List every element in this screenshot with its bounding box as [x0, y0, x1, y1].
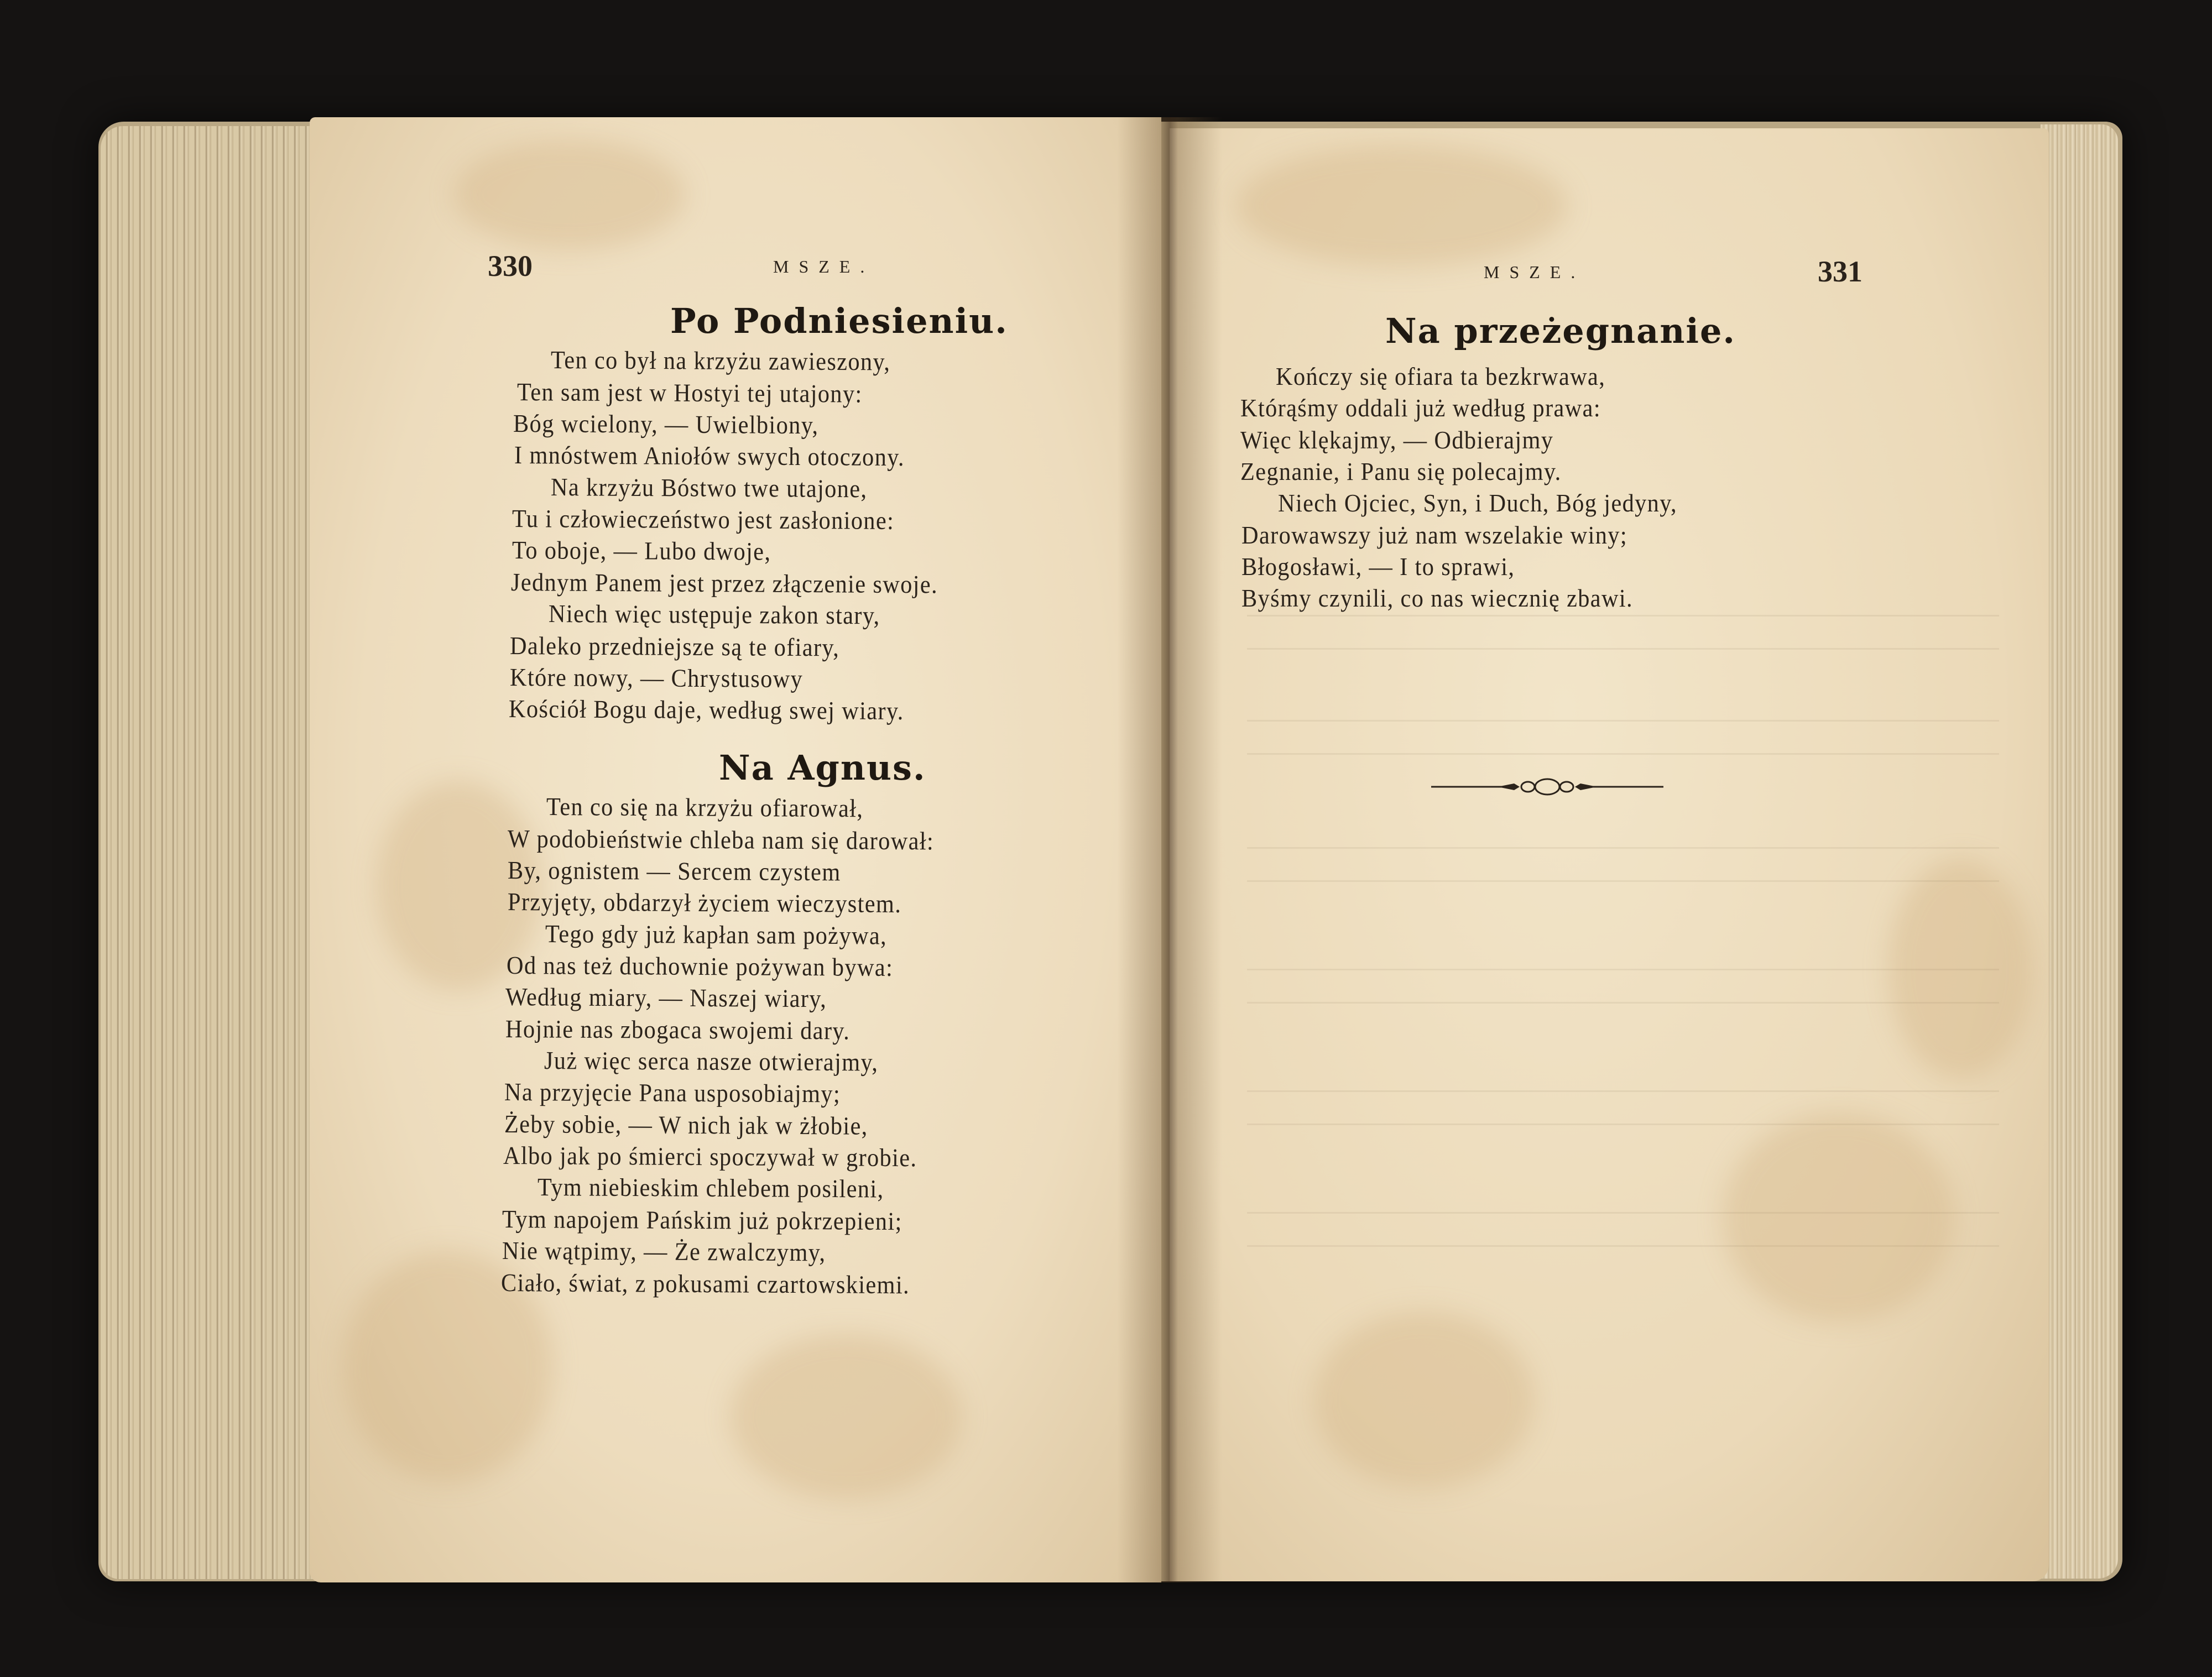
verse-line: Niech Ojciec, Syn, i Duch, Bóg jedyny,	[1278, 489, 1677, 517]
verse-line: Byśmy czynili, co nas wiecznię zbawi.	[1241, 584, 1633, 612]
left-page	[310, 117, 1161, 1582]
page-number: 330	[488, 249, 533, 283]
verse-line: Którąśmy oddali już według prawa:	[1240, 394, 1601, 422]
verse-line: W podobieństwie chleba nam się darował:	[507, 824, 935, 855]
verse-line: Już więc serca nasze otwierajmy,	[544, 1046, 879, 1077]
verse-line: Tego gdy już kapłan sam pożywa,	[545, 920, 888, 950]
paper-stain	[1236, 145, 1568, 267]
verse-line: Na przyjęcie Pana usposobiajmy;	[504, 1078, 841, 1108]
show-through-staff	[1247, 1002, 1999, 1004]
show-through-staff	[1247, 1245, 1999, 1247]
verse-line: Ten sam jest w Hostyi tej utajony:	[517, 378, 863, 408]
verse-line: Ten co się na krzyżu ofiarował,	[546, 792, 864, 823]
show-through-staff	[1247, 1090, 1999, 1092]
paper-stain	[1313, 1312, 1535, 1488]
verse-line: Które nowy, — Chrystusowy	[509, 663, 804, 693]
right-page	[1170, 128, 2049, 1581]
verse-line: Hojnie nas zbogaca swojemi dary.	[505, 1015, 851, 1045]
verse-line: Ten co był na krzyżu zawieszony,	[550, 346, 891, 376]
verse-line: Od nas też duchownie pożywan bywa:	[506, 951, 894, 981]
verse-line: I mnóstwem Aniołów swych otoczony.	[514, 441, 905, 472]
verse-line: Błogosławi, — I to sprawi,	[1241, 552, 1515, 581]
verse-line: Kościół Bogu daje, według swej wiary.	[508, 694, 904, 725]
show-through-staff	[1247, 880, 1999, 882]
show-through-staff	[1247, 1212, 1999, 1214]
verse-line: By, ognistem — Sercem czystem	[507, 856, 841, 886]
verse-line: Zegnanie, i Panu się polecajmy.	[1240, 457, 1562, 485]
verse-line: Kończy się ofiara ta bezkrwawa,	[1276, 362, 1606, 390]
paper-stain	[453, 139, 686, 250]
show-through-staff	[1247, 969, 1999, 970]
verse-line: Jednym Panem jest przez złączenie swoje.	[510, 568, 938, 599]
section-heading: Na Agnus.	[719, 748, 926, 788]
verse-line: Albo jak po śmierci spoczywał w grobie.	[503, 1141, 917, 1172]
verse-line: Nie wątpimy, — Że zwalczymy,	[502, 1236, 826, 1267]
show-through-staff	[1247, 753, 1999, 755]
verse-line: Więc klękajmy, — Odbierajmy	[1240, 426, 1554, 454]
book-gutter	[1117, 117, 1222, 1582]
verse-line: Żeby sobie, — W nich jak w żłobie,	[504, 1110, 868, 1140]
verse-line: Tym napojem Pańskim już pokrzepieni;	[502, 1205, 902, 1236]
verse-line: Darowawszy już nam wszelakie winy;	[1241, 521, 1627, 549]
left-page-edges	[101, 126, 333, 1579]
show-through-staff	[1247, 648, 1999, 650]
show-through-staff	[1247, 720, 1999, 722]
verse-line: Niech więc ustępuje zakon stary,	[548, 599, 880, 630]
verse-line: Tym niebieskim chlebem posileni,	[537, 1173, 884, 1203]
paper-stain	[730, 1334, 962, 1500]
running-head: MSZE.	[1484, 262, 1585, 282]
show-through-staff	[1247, 1124, 1999, 1125]
verse-line: Bóg wcielony, — Uwielbiony,	[513, 409, 819, 440]
verse-line: Na krzyżu Bóstwo twe utajone,	[550, 473, 868, 503]
verse-line: To oboje, — Lubo dwoje,	[512, 536, 771, 566]
section-heading: Na przeżegnanie.	[1385, 311, 1736, 351]
show-through-staff	[1247, 615, 1999, 617]
verse-line: Według miary, — Naszej wiary,	[505, 983, 827, 1013]
verse-line: Przyjęty, obdarzył życiem wieczystem.	[507, 887, 902, 918]
section-heading: Po Podniesieniu.	[670, 301, 1008, 341]
ornamental-rule	[1431, 771, 1663, 802]
running-head: MSZE.	[773, 257, 875, 276]
page-number: 331	[1818, 255, 1863, 288]
show-through-staff	[1247, 847, 1999, 849]
paper-stain	[1723, 1112, 1955, 1323]
verse-line: Daleko przedniejsze są te ofiary,	[509, 631, 840, 662]
verse-line: Ciało, świat, z pokusami czartowskiemi.	[500, 1268, 910, 1299]
verse-line: Tu i człowieczeństwo jest zasłonione:	[512, 504, 895, 535]
right-page-edges	[2041, 124, 2118, 1579]
